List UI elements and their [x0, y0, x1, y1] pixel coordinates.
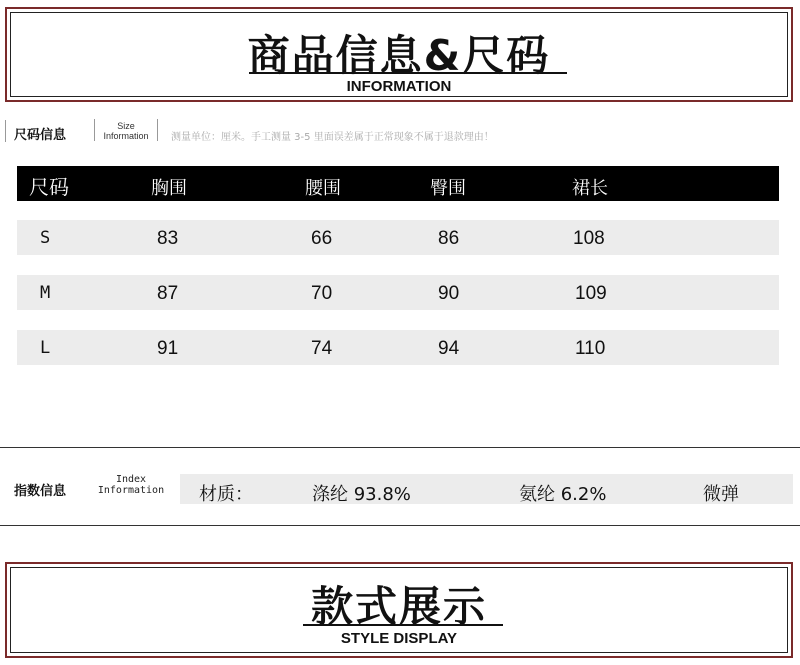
stretch-level: 微弹 [703, 484, 739, 505]
style-banner [5, 562, 793, 658]
size-section-label: 尺码信息 [14, 128, 67, 143]
material-label: 材质： [199, 484, 253, 505]
cell-length: 109 [575, 283, 607, 304]
table-row [17, 220, 779, 255]
index-section-label: 指数信息 [14, 484, 67, 499]
banner-subtitle: INFORMATION [346, 78, 452, 95]
divider [0, 525, 800, 526]
divider [94, 119, 95, 141]
divider [0, 447, 800, 448]
header-bust: 胸围 [151, 178, 187, 199]
cell-size: L [40, 338, 51, 358]
table-row [17, 330, 779, 365]
header-hip: 臀围 [430, 178, 466, 199]
cell-length: 110 [575, 338, 606, 359]
cell-bust: 87 [157, 283, 179, 304]
title-underline [249, 72, 567, 74]
index-section-label-en: Index Information [97, 474, 165, 496]
divider [157, 119, 158, 141]
cell-hip: 86 [438, 228, 460, 249]
banner-title: 商品信息&尺码 [247, 31, 551, 80]
title-underline [303, 624, 503, 626]
header-waist: 腰围 [305, 178, 341, 199]
material-bar [180, 474, 793, 504]
size-section-label-en: Size Information [103, 121, 149, 141]
table-row [17, 275, 779, 310]
cell-hip: 94 [438, 338, 460, 359]
banner-title: 款式展示 [310, 582, 487, 631]
cell-hip: 90 [438, 283, 460, 304]
header-size: 尺码 [29, 175, 69, 199]
cell-size: S [40, 228, 51, 248]
section-marker [5, 120, 6, 142]
cell-waist: 74 [311, 338, 333, 359]
cell-length: 108 [573, 228, 605, 249]
cell-bust: 83 [157, 228, 179, 249]
measurement-note: 测量单位：厘米。手工测量 3-5 里面误差属于正常现象不属于退款理由！ [171, 132, 494, 143]
material-spandex: 氨纶 6.2% [519, 484, 607, 505]
info-banner [5, 7, 793, 102]
cell-waist: 66 [311, 228, 333, 249]
size-table-header [17, 166, 779, 201]
cell-size: M [40, 283, 51, 303]
cell-bust: 91 [157, 338, 179, 359]
header-length: 裙长 [572, 178, 608, 199]
cell-waist: 70 [311, 283, 333, 304]
material-polyester: 涤纶 93.8% [312, 484, 411, 505]
banner-subtitle: STYLE DISPLAY [340, 630, 458, 647]
